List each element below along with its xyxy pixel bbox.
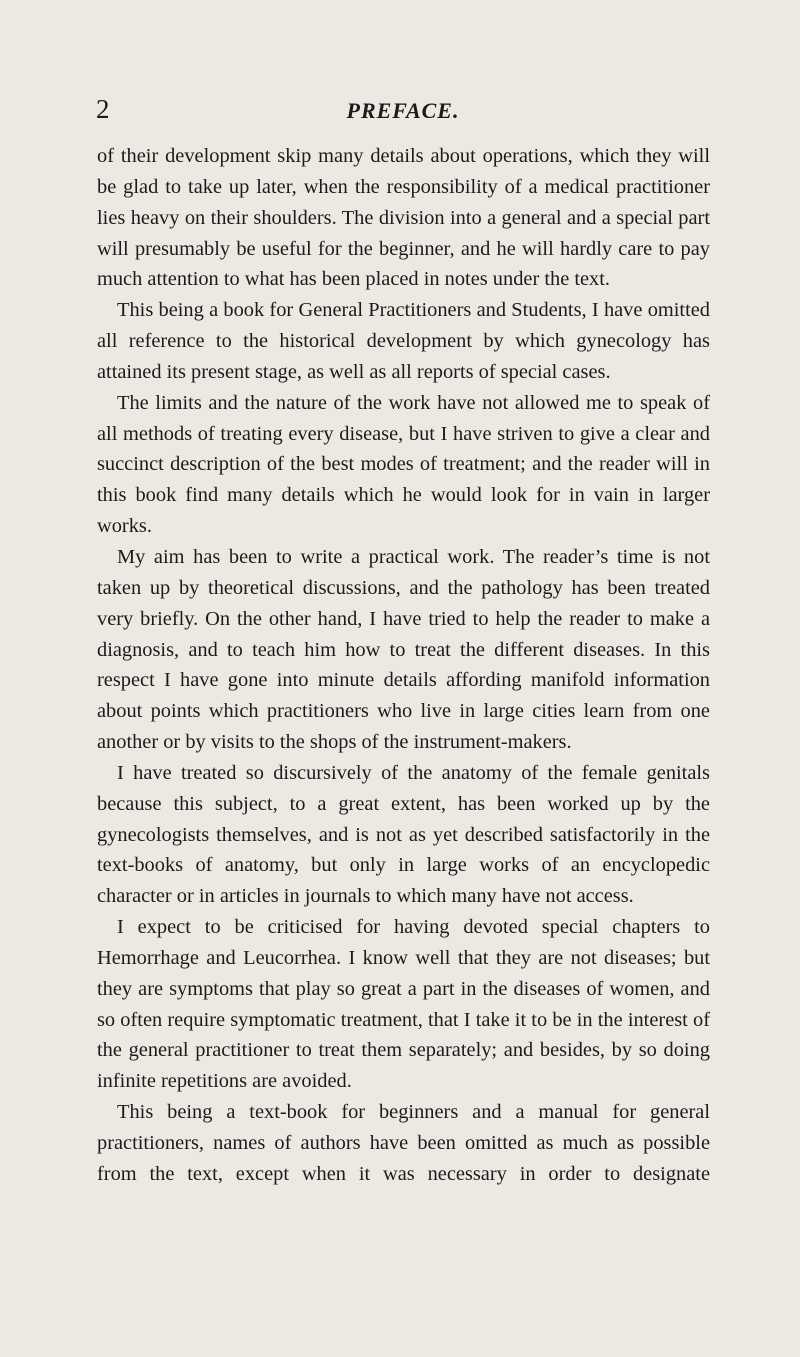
paragraph-continues: This being a text-book for beginners and a manual for general practitioners, names of authors have been omitted as much as possible from the text, except when it was necessary in order to designate bbox=[97, 1101, 710, 1185]
running-title: PREFACE. bbox=[346, 98, 460, 123]
paragraph: My aim has been to write a practical work. The reader’s time is not taken up by theoretical discussions, and the pathology has been treated very briefly. On the other hand, I have tried to help the reader to make a diagnosis, and to teach him how to treat the different diseases. In this respect I have gone into minute details affording manifold information about points which practitioners who live in large cities learn from one another or by visits to the shops of the instrument-makers. bbox=[97, 545, 710, 754]
paragraph-continued: of their development skip many details about operations, which they will be glad to take up later, when the responsibility of a medical practitioner lies heavy on their shoulders. The division into a general and a special part will presumably be useful for the beginner, and he will hardly care to pay much attention to what has been placed in notes under the text. bbox=[97, 145, 710, 291]
body-text bbox=[97, 141, 710, 1190]
paragraph: I expect to be criticised for having devoted special chapters to Hemorrhage and Leucorrhea. I know well that they are not diseases; but they are symptoms that play so great a part in the diseases of women, and so often require symptomatic treatment, that I take it to be in the interest of the general practitioner to treat them separately; and besides, by so doing infinite repetitions are avoided. bbox=[97, 916, 710, 1093]
paragraph: I have treated so discursively of the anatomy of the female genitals because this subject, to a great extent, has been worked up by the gynecologists themselves, and is not as yet described satisfactorily in the text-books of anatomy, but only in large works of an encyclopedic character or in articles in journals to which many have not access. bbox=[97, 761, 710, 908]
paragraph: This being a book for General Practitioners and Students, I have omitted all reference to the historical development by which gynecology has attained its present stage, as well as all reports of special cases. bbox=[97, 299, 710, 383]
paragraph: The limits and the nature of the work have not allowed me to speak of all methods of treating every disease, but I have striven to give a clear and succinct description of the best modes of treatment; and the reader will in this book find many details which he would look for in vain in larger works. bbox=[97, 391, 710, 538]
page-number: 2 bbox=[96, 94, 110, 124]
